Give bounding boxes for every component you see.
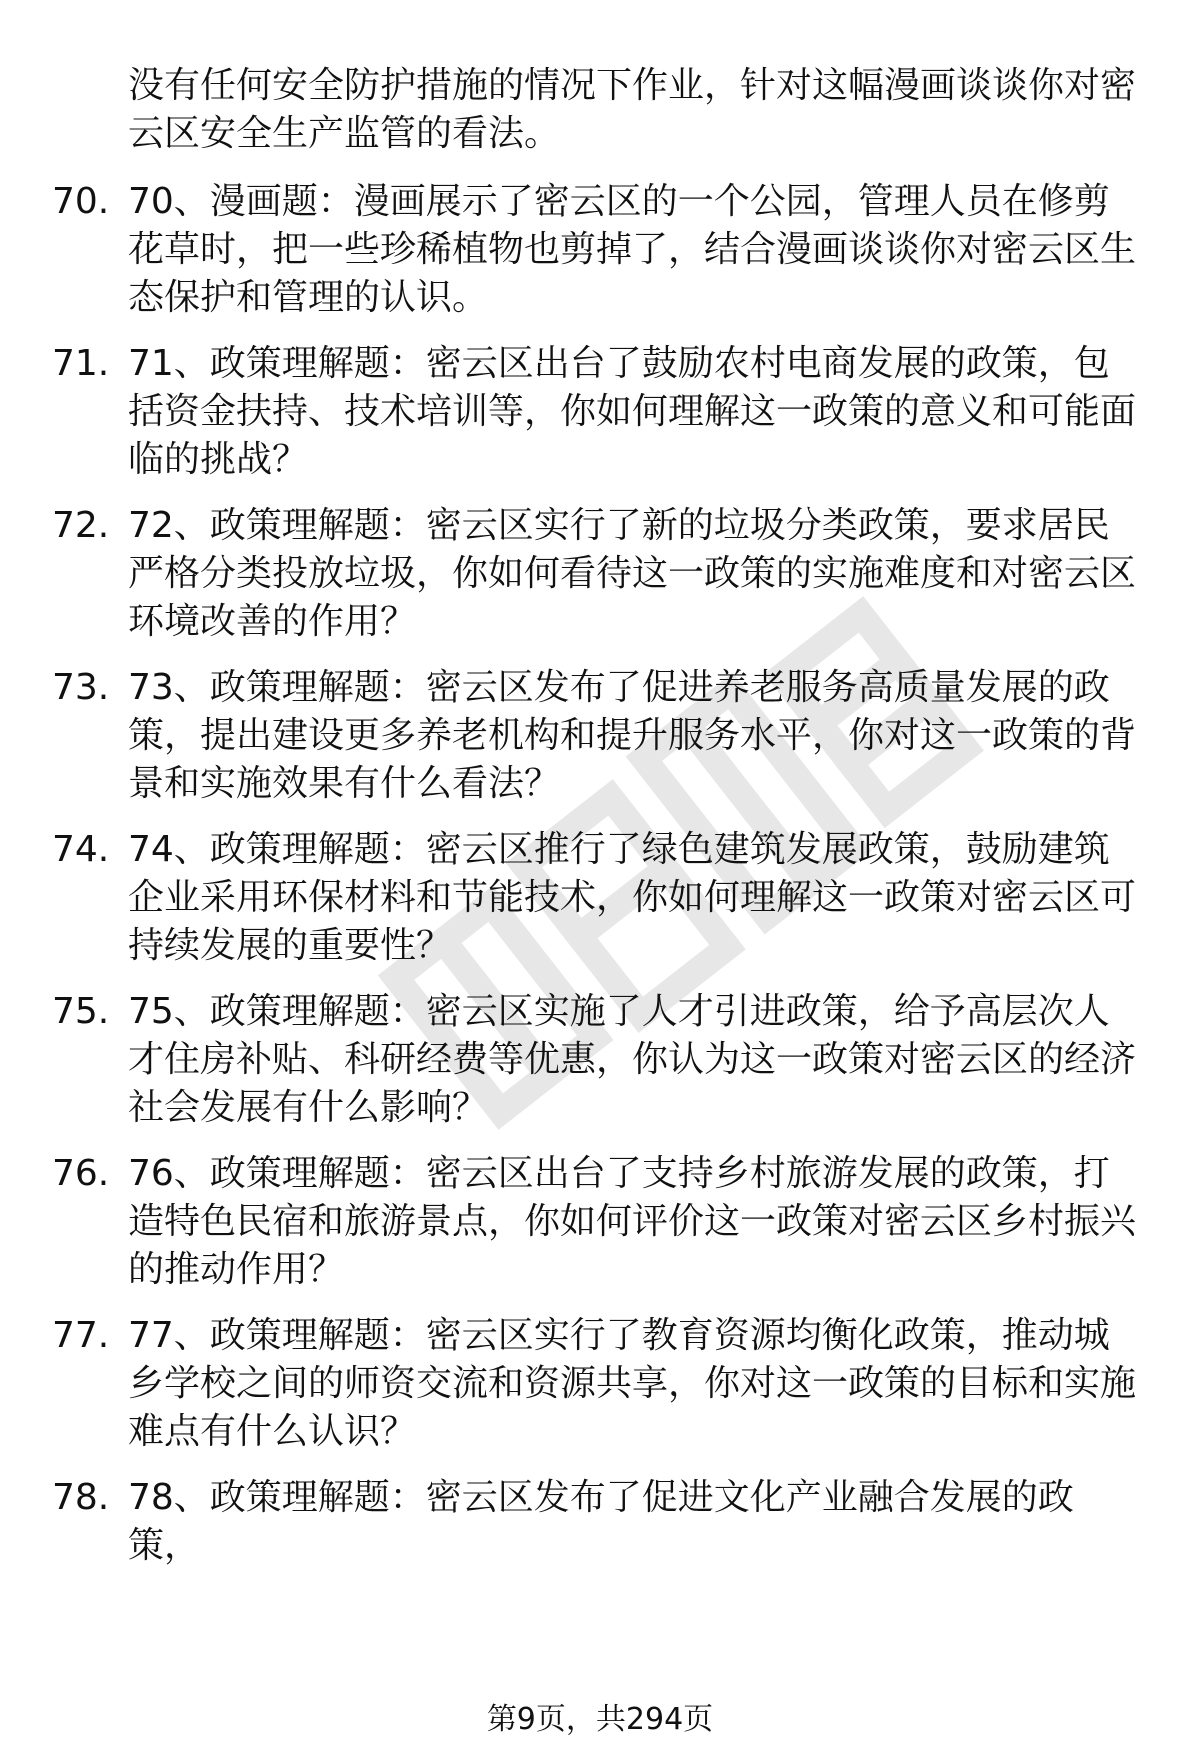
item-text: 73、政策理解题：密云区发布了促进养老服务高质量发展的政策，提出建设更多养老机构和提升服务水平，你对这一政策的背景和实施效果有什么看法？ xyxy=(128,667,1137,804)
page-footer: 第9页，共294页 xyxy=(486,1702,714,1737)
item-text: 72、政策理解题：密云区实行了新的垃圾分类政策，要求居民严格分类投放垃圾，你如何看待这一政策的实施难度和对密云区环境改善的作用？ xyxy=(128,505,1137,642)
item-number: 76. xyxy=(52,1153,110,1194)
item-number: 75. xyxy=(52,991,110,1032)
item-number: 77. xyxy=(52,1315,110,1356)
item-text: 74、政策理解题：密云区推行了绿色建筑发展政策，鼓励建筑企业采用环保材料和节能技术，你如何理解这一政策对密云区可持续发展的重要性？ xyxy=(128,829,1137,966)
intro-paragraph: 没有任何安全防护措施的情况下作业，针对这幅漫画谈谈你对密云区安全生产监管的看法。 xyxy=(128,65,1137,154)
item-text: 77、政策理解题：密云区实行了教育资源均衡化政策，推动城乡学校之间的师资交流和资源共享，你对这一政策的目标和实施难点有什么认识？ xyxy=(128,1315,1137,1452)
item-number: 71. xyxy=(52,343,110,384)
item-text: 71、政策理解题：密云区出台了鼓励农村电商发展的政策，包括资金扶持、技术培训等，你如何理解这一政策的意义和可能面临的挑战？ xyxy=(128,343,1137,480)
item-number: 74. xyxy=(52,829,110,870)
item-number: 78. xyxy=(52,1477,110,1518)
item-number: 72. xyxy=(52,505,110,546)
item-text: 70、漫画题：漫画展示了密云区的一个公园，管理人员在修剪花草时，把一些珍稀植物也剪掉了，结合漫画谈谈你对密云区生态保护和管理的认识。 xyxy=(128,181,1137,318)
item-text: 76、政策理解题：密云区出台了支持乡村旅游发展的政策，打造特色民宿和旅游景点，你如何评价这一政策对密云区乡村振兴的推动作用？ xyxy=(128,1153,1137,1290)
item-number: 70. xyxy=(52,181,110,222)
item-number: 73. xyxy=(52,667,110,708)
item-text: 75、政策理解题：密云区实施了人才引进政策，给予高层次人才住房补贴、科研经费等优惠，你认为这一政策对密云区的经济社会发展有什么影响？ xyxy=(128,991,1137,1128)
item-text: 78、政策理解题：密云区发布了促进文化产业融合发展的政策， xyxy=(128,1477,1074,1566)
